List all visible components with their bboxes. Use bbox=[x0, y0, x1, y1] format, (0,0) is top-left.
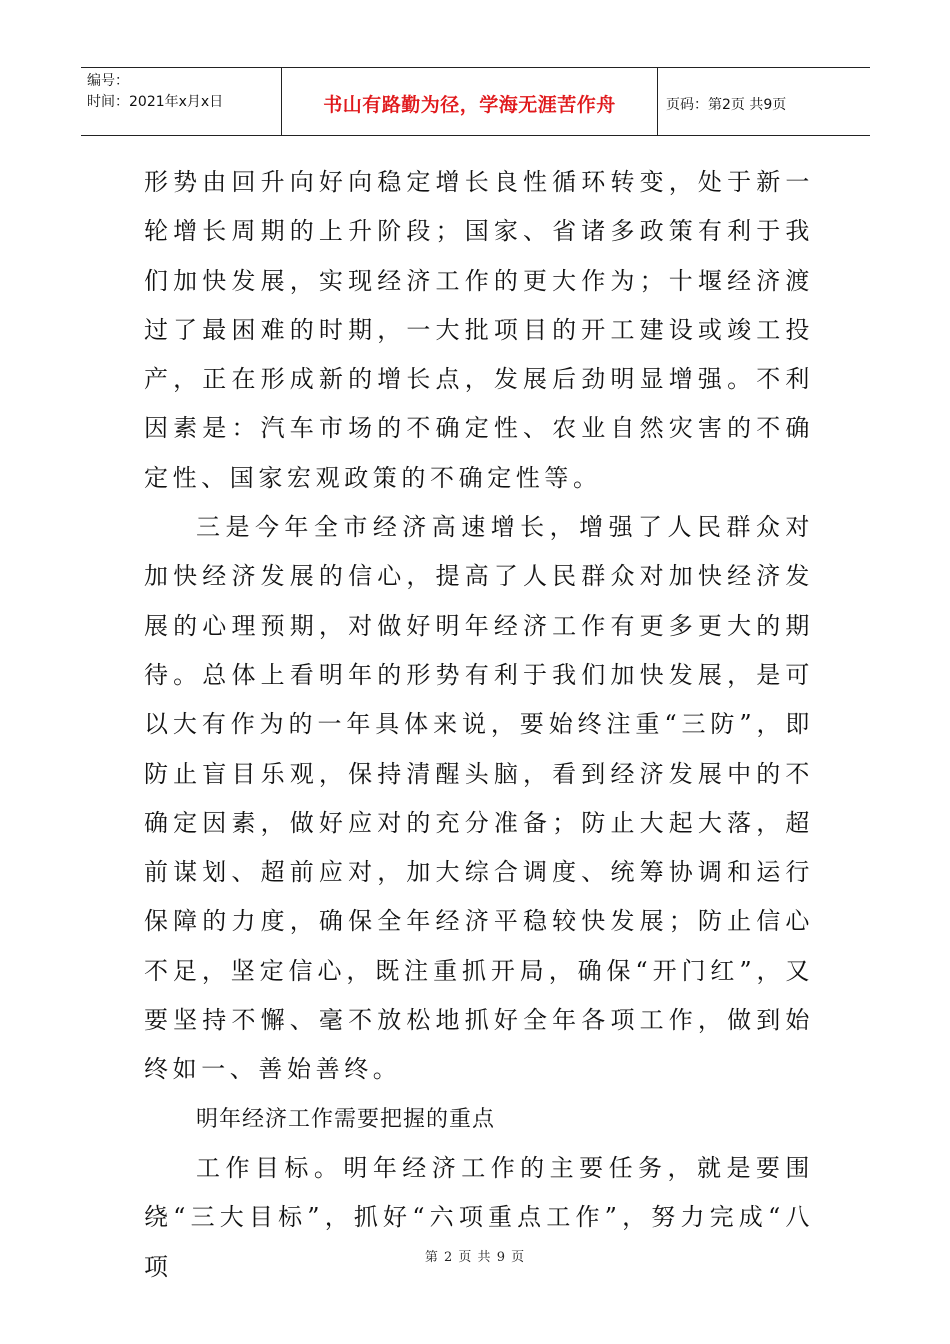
document-header bbox=[81, 67, 870, 136]
document-body bbox=[144, 158, 814, 1292]
header-page-info: 页码：第2页 共9页 bbox=[666, 96, 787, 113]
page-footer: 第 2 页 共 9 页 bbox=[424, 1250, 526, 1265]
paragraph-3: 工作目标。明年经济工作的主要任务，就是要围绕“三大目标”，抓好“六项重点工作”，努力完成“八项 bbox=[144, 1153, 814, 1281]
header-meta bbox=[81, 68, 282, 135]
paragraph-2: 三是今年全市经济高速增长，增强了人民群众对加快经济发展的信心，提高了人民群众对加快经济发展的心理预期，对做好明年经济工作有更多更大的期待。总体上看明年的形势有利于我们加快发展，是可以大有作为的一年具体来说，要始终注重“三防”，即防止盲目乐观，保持清醒头脑，看到经济发展中的不确定因素，做好应对的充分准备；防止大起大落，超前谋划、超前应对，加大综合调度、统筹协调和运行保障的力度，确保全年经济平稳较快发展；防止信心不足，坚定信心，既注重抓开局，确保“开门红”，又要坚持不懈、毫不放松地抓好全年各项工作，做到始终如一、善始善终。 bbox=[144, 513, 814, 1084]
code-label: 编号： bbox=[87, 73, 129, 89]
time-label: 时间：2021年x月x日 bbox=[87, 94, 224, 110]
section-heading: 明年经济工作需要把握的重点 bbox=[196, 1106, 496, 1132]
header-motto: 书山有路勤为径，学海无涯苦作舟 bbox=[282, 68, 658, 135]
paragraph-1: 形势由回升向好向稳定增长良性循环转变，处于新一轮增长周期的上升阶段；国家、省诸多政策有利于我们加快发展，实现经济工作的更大作为；十堰经济渡过了最困难的时期，一大批项目的开工建设或竣工投产，正在形成新的增长点，发展后劲明显增强。不利因素是：汽车市场的不确定性、农业自然灾害的不确定性、国家宏观政策的不确定性等。 bbox=[144, 168, 814, 492]
